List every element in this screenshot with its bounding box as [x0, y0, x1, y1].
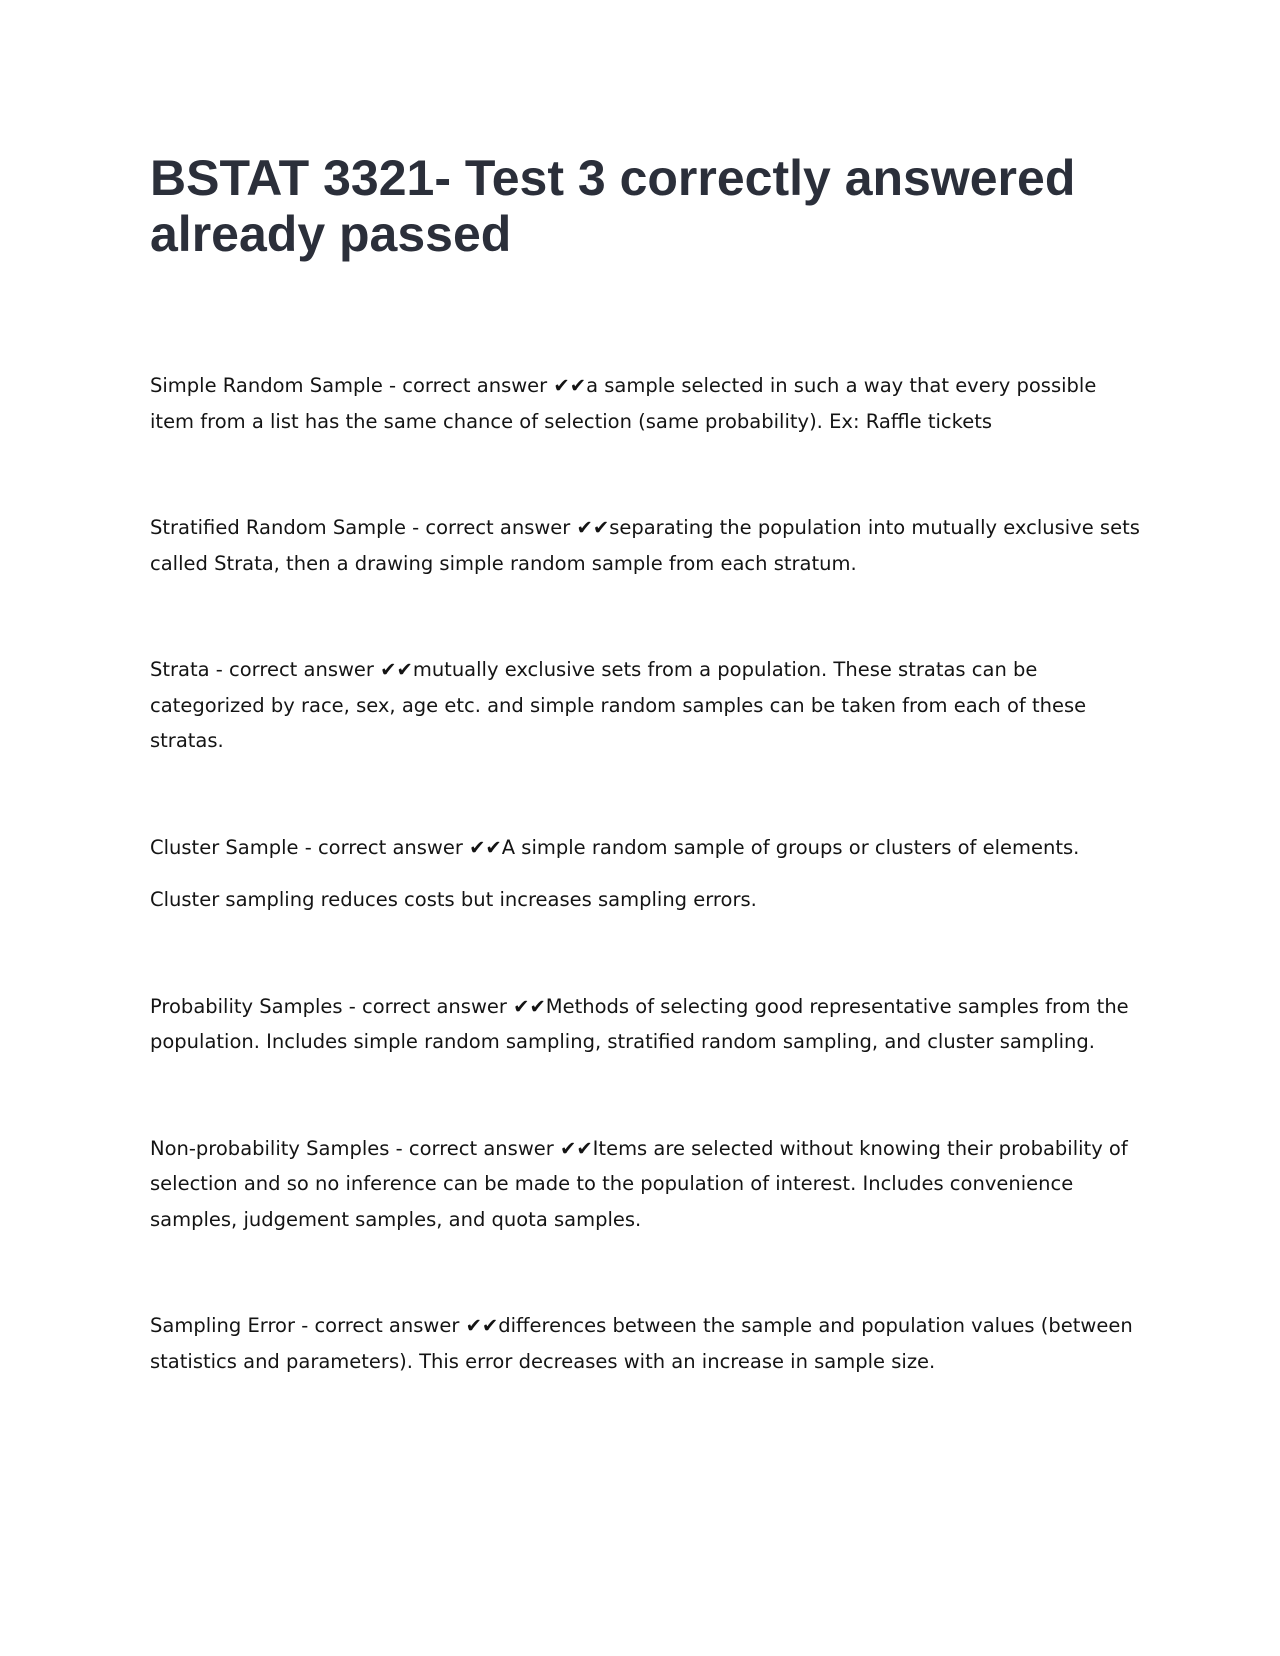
- entry-sampling-error: [150, 1308, 1140, 1379]
- entry-paragraph: [150, 510, 1140, 581]
- entry-strata: [150, 652, 1140, 759]
- entry-paragraph: [150, 1308, 1140, 1379]
- entry-definition: differences between the sample and population values (between statistics and parameters). This error decreases with an increase in sample size.: [150, 1314, 1133, 1373]
- check-mark-icon: ✔✔: [465, 1314, 499, 1337]
- entry-term: Probability Samples: [150, 994, 343, 1018]
- entry-simple-random-sample: [150, 368, 1140, 439]
- entry-definition: Items are selected without knowing their probability of selection and so no inference can be made to the population of interest. Includes convenience samples, judgement samples, and quota samples.: [150, 1136, 1128, 1231]
- entry-term: Non-probability Samples: [150, 1136, 390, 1160]
- entry-extra-paragraph: Cluster sampling reduces costs but increases sampling errors.: [150, 888, 757, 911]
- entry-stratified-random-sample: [150, 510, 1140, 581]
- entry-definition: A simple random sample of groups or clusters of elements.: [501, 835, 1080, 859]
- entry-separator: - correct answer: [405, 516, 577, 539]
- entry-cluster-sample: [150, 830, 1140, 918]
- entry-paragraph: [150, 652, 1140, 759]
- entry-probability-samples: [150, 989, 1140, 1060]
- check-mark-icon: ✔✔: [513, 994, 546, 1018]
- entry-non-probability-samples: [150, 1131, 1140, 1238]
- entry-definition: mutually exclusive sets from a population. These stratas can be categorized by race, sex, age etc. and simple random samples can be taken from each of these stratas.: [150, 658, 1087, 752]
- check-mark-icon: ✔✔: [469, 835, 502, 859]
- check-mark-icon: ✔✔: [553, 374, 587, 397]
- check-mark-icon: ✔✔: [380, 658, 413, 681]
- entry-definition: separating the population into mutually exclusive sets called Strata, then a drawing simple random sample from each stratum.: [150, 516, 1140, 575]
- entry-separator: - correct answer: [382, 374, 554, 397]
- document-body: [150, 368, 1140, 1450]
- entry-separator: - correct answer: [209, 658, 381, 681]
- entry-separator: - correct answer: [389, 1136, 560, 1160]
- entry-term: Stratified Random Sample: [150, 516, 406, 539]
- check-mark-icon: ✔✔: [559, 1136, 593, 1160]
- entry-separator: - correct answer: [295, 1314, 466, 1337]
- entry-definition: Methods of selecting good representative samples from the population. Includes simple random sampling, stratified random sampling, and cluster sampling.: [150, 994, 1129, 1053]
- entry-term: Strata: [150, 658, 210, 681]
- check-mark-icon: ✔✔: [576, 516, 610, 539]
- document-title: BSTAT 3321- Test 3 correctly answered already passed: [150, 150, 1076, 262]
- entry-separator: - correct answer: [298, 835, 470, 859]
- entry-paragraph: [150, 830, 1140, 866]
- entry-term: Sampling Error: [150, 1314, 296, 1337]
- entry-definition: a sample selected in such a way that every possible item from a list has the same chance of selection (same probability). Ex: Raffle tickets: [150, 374, 1097, 433]
- entry-separator: - correct answer: [342, 994, 514, 1018]
- entry-paragraph: [150, 1131, 1140, 1238]
- entry-paragraph: [150, 368, 1140, 439]
- entry-term: Simple Random Sample: [150, 374, 383, 397]
- entry-paragraph: [150, 989, 1140, 1060]
- entry-term: Cluster Sample: [150, 835, 299, 859]
